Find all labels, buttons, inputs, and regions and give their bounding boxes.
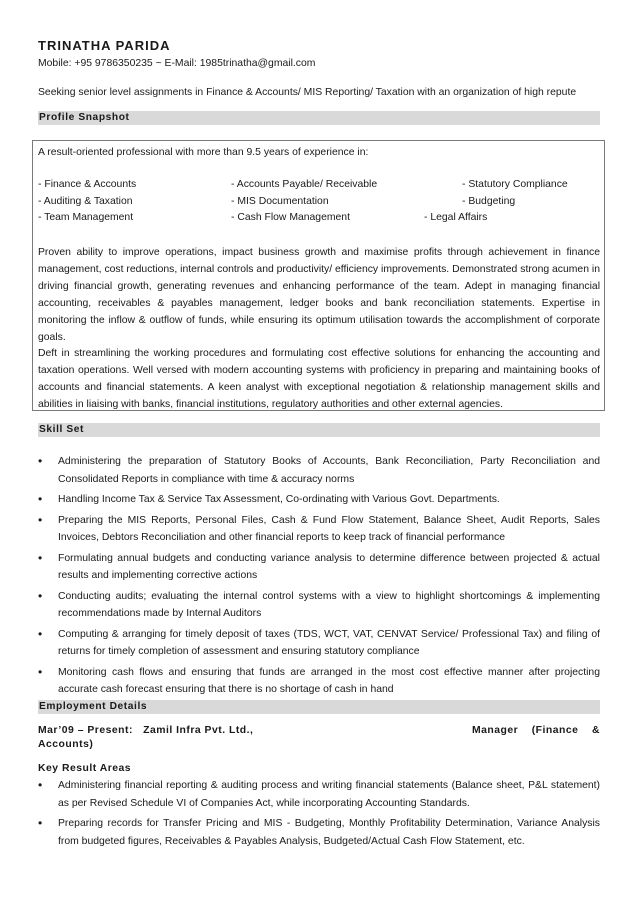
candidate-name: TRINATHA PARIDA	[38, 38, 171, 53]
profile-intro: A result-oriented professional with more than 9.5 years of experience in:	[38, 147, 369, 158]
skill-item: • Conducting audits; evaluating the internal control systems with a view to highlight shortcomings & implementing recommendations made by Internal Auditors	[38, 588, 600, 623]
skill-item: • Handling Income Tax & Service Tax Assessment, Co-ordinating with Various Govt. Departments.	[38, 491, 600, 509]
profile-col3-item: - Budgeting	[462, 196, 516, 207]
profile-col2-item: - Accounts Payable/ Receivable	[231, 179, 378, 190]
employment-role-continued: Accounts)	[38, 739, 94, 750]
profile-col3-item: - Statutory Compliance	[462, 179, 568, 190]
section-heading-profile: Profile Snapshot	[38, 111, 600, 125]
skill-item: • Administering the preparation of Statutory Books of Accounts, Bank Reconciliation, Party Reconciliation and Consolidated Reports in compliance with time & accuracy norms	[38, 453, 600, 488]
skill-item: • Computing & arranging for timely deposit of taxes (TDS, WCT, VAT, CENVAT Service/ Professional Tax) and filing of returns for timely completion of assessment and ensuring statutory compliance	[38, 626, 600, 661]
kra-heading: Key Result Areas	[38, 763, 132, 774]
objective-line: Seeking senior level assignments in Finance & Accounts/ MIS Reporting/ Taxation with an organization of high repute	[38, 87, 577, 98]
employment-role: Manager (Finance &	[471, 725, 600, 736]
profile-col1-item: - Finance & Accounts	[38, 179, 137, 190]
profile-col2-item: - MIS Documentation	[231, 196, 329, 207]
skill-item: • Preparing the MIS Reports, Personal Files, Cash & Fund Flow Statement, Balance Sheet, Audit Reports, Sales Invoices, Debtors Reconciliation and other financial reports to keep track of financial performance	[38, 512, 600, 547]
kra-list	[38, 777, 600, 850]
profile-col2-item: - Cash Flow Management	[231, 212, 350, 223]
employment-period-company: Mar’09 – Present: Zamil Infra Pvt. Ltd.,	[38, 725, 254, 736]
skill-item: • Monitoring cash flows and ensuring that funds are arranged in the most cost effective manner after projecting accurate cash forecast ensuring that there is no shortage of cash in hand	[38, 664, 600, 699]
skill-item: • Formulating annual budgets and conducting variance analysis to determine difference between projected & actual results and implementing corrective actions	[38, 550, 600, 585]
section-heading-skills: Skill Set	[38, 423, 600, 437]
profile-paragraph-1: Proven ability to improve operations, impact business growth and maximise profits through achievement in finance management, cost reductions, internal controls and productivity/ efficiency improvements. Demonstrated strong acumen in driving financial growth, generating revenues and enhancing performance of the team. Adept in managing financial accounting, receivables & payables management, ledger books and bank reconciliation statements. Expertise in monitoring the inflow & outflow of funds, while ensuring its optimum utilisation towards the accomplishment of corporate goals.	[38, 247, 600, 343]
contact-line: Mobile: +95 9786350235 ~ E-Mail: 1985trinatha@gmail.com	[38, 58, 316, 69]
profile-col3-item: - Legal Affairs	[424, 212, 488, 223]
kra-item: • Preparing records for Transfer Pricing and MIS - Budgeting, Monthly Profitability Determination, Variance Analysis from budgeted figures, Receivables & Payables Analysis, Budgeted/Actual Cash Flow Statement, etc.	[38, 815, 600, 850]
profile-col1-item: - Team Management	[38, 212, 134, 223]
profile-paragraph-2: Deft in streamlining the working procedures and formulating cost effective solutions for enhancing the accounting and taxation operations. Well versed with modern accounting systems with proficiency in preparing and maintaining books of accounts and financial statements. A keen analyst with exceptional negotiation & relationship management skills and abilities in liaising with banks, financial institutions, regulatory authorities and other external agencies.	[38, 348, 600, 410]
skills-list	[38, 453, 600, 699]
section-heading-employment: Employment Details	[38, 700, 600, 714]
profile-col1-item: - Auditing & Taxation	[38, 196, 133, 207]
kra-item: • Administering financial reporting & auditing process and writing financial statements (Balance sheet, P&L statement) as per Revised Schedule VI of Companies Act, while incorporating Accounting Standards.	[38, 777, 600, 812]
